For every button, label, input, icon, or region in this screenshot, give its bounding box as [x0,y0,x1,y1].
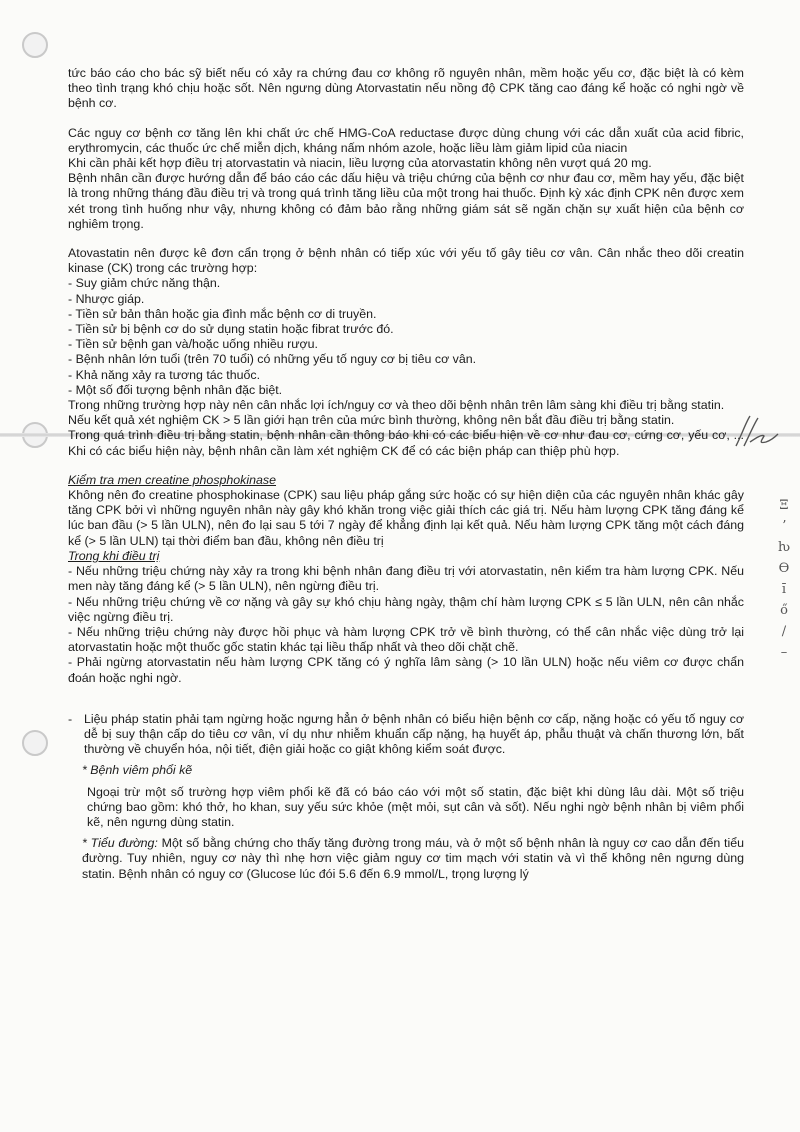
paragraph [68,836,744,882]
margin-handwriting [774,498,794,660]
paragraph: Trong quá trình điều trị bằng statin, bệnh nhân cần thông báo khi có các biểu hiện về cơ như đau cơ, cứng cơ, yếu cơ, ... Khi có các biểu hiện này, bệnh nhân cần làm xét nghiệm CK để có các biện pháp can thiệp phù hợp. [68,428,744,458]
subsection-heading: Trong khi điều trị [68,548,160,563]
punch-hole [22,730,48,756]
margin-mark: ʼ [781,519,787,534]
paragraph: tức báo cáo cho bác sỹ biết nếu có xảy ra chứng đau cơ không rõ nguyên nhân, mềm hoặc yếu cơ, đặc biệt là có kèm theo tình trạng khó chịu hoặc sốt. Nên ngưng dùng Atorvastatin nếu nồng độ CPK tăng cao đáng kể hoặc có nghi ngờ về bệnh cơ. [68,66,744,111]
risk-list [68,276,744,398]
paragraph: Khi cần phải kết hợp điều trị atorvastatin và niacin, liều lượng của atorvastatin không nên vượt quá 20 mg. [68,156,652,171]
margin-mark: ϴ [778,561,790,576]
paragraph: Ngoại trừ một số trường hợp viêm phổi kẽ đã có báo cáo với một số statin, đặc biệt khi dùng lâu dài. Một số triệu chứng bao gồm: khó thở, ho khan, suy yếu sức khỏe (mệt mỏi, sụt cân và sốt). Nếu nghi ngờ bệnh nhân bị viêm phổi kẽ, nên ngưng dùng statin. [87,784,744,829]
paragraph: Nếu kết quả xét nghiệm CK > 5 lần giới hạn trên của mức bình thường, không nên bắt đầu điều trị bằng statin. [68,413,675,428]
margin-mark: ı̄ [781,582,787,597]
margin-mark: ƕ [777,540,791,555]
document-body [68,66,744,882]
diabetes-text: Một số bằng chứng cho thấy tăng đường trong máu, và ở một số bệnh nhân là nguy cơ cao dẫn đến tiểu đường. Tuy nhiên, nguy cơ này thì nhẹ hơn việc giảm nguy cơ tim mạch với statin và vì thế không nên ngưng dùng statin. Bệnh nhân có nguy cơ (Glucose lúc đói 5.6 đến 6.9 mmol/L, trọng lượng lý [82,836,744,881]
list-item: - Tiền sử bị bệnh cơ do sử dụng statin hoặc fibrat trước đó. [68,322,394,337]
list-item: - Một số đối tượng bệnh nhân đặc biệt. [68,382,283,397]
paragraph: Không nên đo creatine phosphokinase (CPK) sau liệu pháp gắng sức hoặc có sự hiện diện của các nguyên nhân khác gây tăng CPK bởi vì những nguyên nhân này gây khó khăn trong việc giải thích các giá trị. Nếu hàm lượng CPK tăng đáng kể lúc ban đầu (> 5 lần ULN), nên đo lại sau 5 tới 7 ngày để khẳng định lại kết quả. Nếu hàm lượng CPK tăng một cách đáng kể (> 5 lần ULN) tại thời điểm ban đầu, không nên điều trị [68,488,744,548]
list-item: - Phải ngừng atorvastatin nếu hàm lượng CPK tăng có ý nghĩa lâm sàng (> 10 lần ULN) hoặc nếu viêm cơ được chẩn đoán hoặc nghi ngờ. [68,655,744,685]
list-item: - Nhược giáp. [68,291,145,306]
statin-pause-item [68,712,744,758]
bullet-dash: - [68,711,73,726]
list-item: - Bệnh nhân lớn tuổi (trên 70 tuổi) có những yếu tố nguy cơ bị tiêu cơ vân. [68,352,477,367]
list-item: - Suy giảm chức năng thận. [68,276,221,291]
paragraph: Liệu pháp statin phải tạm ngừng hoặc ngưng hẳn ở bệnh nhân có biểu hiện bệnh cơ cấp, nặng hoặc có yếu tố nguy cơ dễ bị suy thận cấp do tiêu cơ vân, ví dụ như nhiễm khuẩn cấp nặng, hạ huyết áp, phẫu thuật và chấn thương lớn, bất thường về chuyển hóa, nội tiết, điện giải hoặc co giật không kiểm soát được. [84,711,744,757]
paragraph: Atovastatin nên được kê đơn cẩn trọng ở bệnh nhân có tiếp xúc với yếu tố gây tiêu cơ vân. Cân nhắc theo dõi creatin kinase (CK) trong các trường hợp: [68,246,744,276]
list-item: - Nếu những triệu chứng này xảy ra trong khi bệnh nhân đang điều trị với atorvastatin, nên kiểm tra hàm lượng CPK. Nếu men này tăng đáng kể (> 5 lần ULN), nên ngừng điều trị. [68,564,744,594]
list-item: - Tiền sử bản thân hoặc gia đình mắc bệnh cơ di truyền. [68,306,377,321]
diabetes-label: * Tiểu đường: [82,836,158,851]
paragraph: Trong những trường hợp này nên cân nhắc lợi ích/nguy cơ và theo dõi bệnh nhân trên lâm sàng khi điều trị bằng statin. [68,398,725,413]
margin-mark: Ξ [779,498,789,513]
section-heading: Kiểm tra men creatine phosphokinase [68,472,277,487]
list-item: - Nếu những triệu chứng này được hồi phục và hàm lượng CPK trở về bình thường, có thể cân nhắc việc dùng trở lại atorvastatin hoặc một thuốc gốc statin khác tại liều thấp nhất và theo dõi chặt chẽ. [68,624,744,655]
margin-mark: – [780,645,788,660]
list-item: - Nếu những triệu chứng về cơ nặng và gây sự khó chịu hàng ngày, thậm chí hàm lượng CPK ≤ 5 lần ULN, nên cân nhắc việc ngừng điều trị. [68,594,744,624]
margin-mark: ő [780,603,788,618]
list-item: - Tiền sử bệnh gan và/hoặc uống nhiều rượu. [68,337,318,352]
paragraph: Các nguy cơ bệnh cơ tăng lên khi chất ức chế HMG-CoA reductase được dùng chung với các dẫn xuất của acid fibric, erythromycin, các thuốc ức chế miễn dịch, kháng nấm nhóm azole, hoặc liều làm giảm lipid của niacin [68,125,744,155]
punch-hole [22,32,48,58]
list-item: - Khả năng xảy ra tương tác thuốc. [68,367,261,382]
section-heading: * Bệnh viêm phổi kẽ [82,763,193,778]
margin-mark: / [781,624,787,639]
paragraph: Bệnh nhân cần được hướng dẫn để báo cáo các dấu hiệu và triệu chứng của bệnh cơ như đau cơ, mềm hay yếu, đặc biệt là trong những tháng đầu điều trị và trong quá trình tăng liều của một trong hai thuốc. Định kỳ xác định CPK nên được xem xét trong tình huống như vậy, nhưng không có đảm bảo rằng những giám sát sẽ ngăn chặn sự xuất hiện của bệnh cơ nghiêm trọng. [68,171,744,231]
